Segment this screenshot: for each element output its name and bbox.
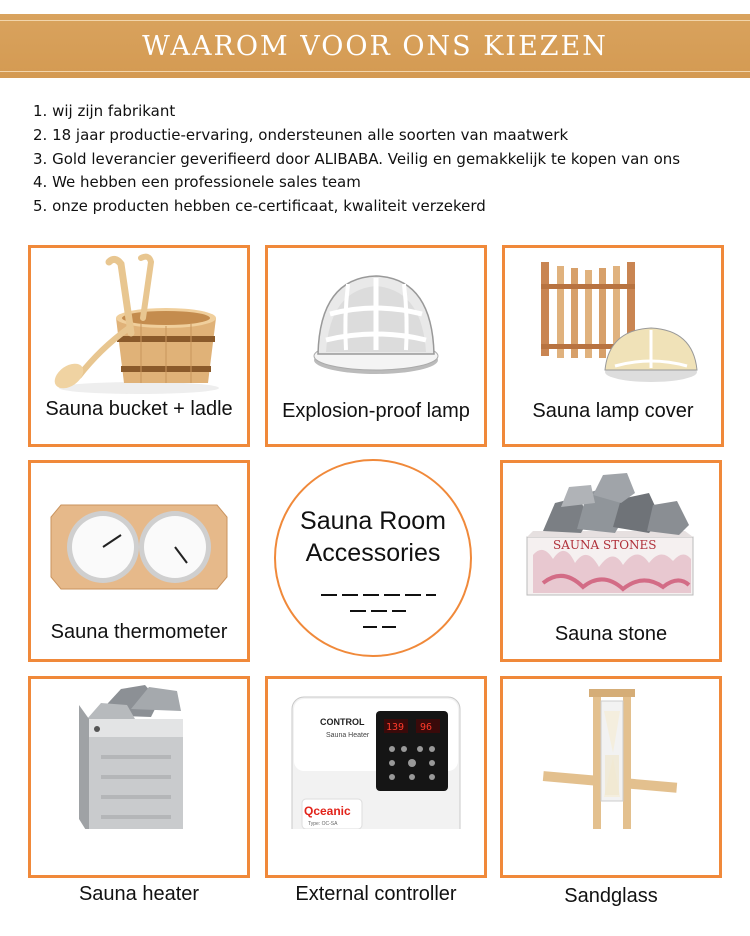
product-card-bucket bbox=[28, 245, 250, 447]
sandglass-icon bbox=[503, 679, 719, 829]
stone-box-text: SAUNA STONES bbox=[553, 538, 657, 552]
product-label: Sauna thermometer bbox=[50, 621, 228, 643]
controller-brand: Qceanic bbox=[304, 804, 351, 818]
controller-type: Type: OC-SA bbox=[308, 821, 338, 827]
dash bbox=[392, 610, 406, 612]
reason-item: 1. wij zijn fabrikant bbox=[33, 102, 176, 120]
controller-display-right: 96 bbox=[420, 722, 433, 733]
product-label: Sauna stone bbox=[554, 623, 668, 645]
product-label: Explosion-proof lamp bbox=[282, 400, 470, 422]
product-card-heater bbox=[28, 676, 250, 905]
product-card-thermometer bbox=[28, 460, 250, 662]
product-card-lamp-cover bbox=[502, 245, 724, 447]
product-label: Sauna bucket + ladle bbox=[45, 398, 233, 420]
product-card-controller bbox=[265, 676, 487, 905]
heater-icon bbox=[31, 679, 247, 829]
dash bbox=[321, 594, 337, 596]
reason-item: 3. Gold leverancier geverifieerd door ALIBABA. Veilig en gemakkelijk te kopen van ons bbox=[33, 149, 681, 168]
dash bbox=[342, 594, 358, 596]
product-card-stone bbox=[500, 460, 722, 662]
controller-panel-title: CONTROL bbox=[320, 717, 365, 727]
dash bbox=[350, 610, 366, 612]
controller-display-left: 139 bbox=[386, 722, 405, 733]
product-label: Sauna heater bbox=[78, 883, 200, 905]
controller-panel-subtitle: Sauna Heater bbox=[326, 732, 370, 739]
center-title-line1: Sauna Room bbox=[300, 507, 446, 535]
dash bbox=[405, 594, 421, 596]
product-label: Sauna lamp cover bbox=[532, 400, 694, 422]
header-bar bbox=[0, 14, 750, 78]
product-card-lamp bbox=[265, 245, 487, 447]
dash bbox=[382, 626, 396, 628]
center-circle bbox=[274, 459, 472, 657]
reason-item: 4. We hebben een professionele sales team bbox=[33, 173, 361, 192]
dash bbox=[363, 594, 379, 596]
stones-icon bbox=[503, 463, 719, 613]
controller-icon bbox=[268, 679, 484, 829]
product-label: Sandglass bbox=[564, 885, 658, 907]
dash bbox=[371, 610, 387, 612]
page-title: WAAROM VOOR ONS KIEZEN bbox=[142, 30, 608, 62]
reason-item: 5. onze producten hebben ce-certificaat, kwaliteit verzekerd bbox=[33, 197, 486, 216]
lamp-cover-icon bbox=[505, 248, 721, 398]
reasons-list bbox=[33, 100, 680, 219]
reason-item: 2. 18 jaar productie-ervaring, ondersteunen alle soorten van maatwerk bbox=[33, 125, 569, 144]
thermometer-icon bbox=[31, 463, 247, 613]
dash bbox=[426, 594, 436, 596]
dash bbox=[363, 626, 377, 628]
header-banner bbox=[0, 0, 750, 92]
lamp-icon bbox=[268, 248, 484, 398]
dash bbox=[384, 594, 400, 596]
product-card-sandglass bbox=[500, 676, 722, 907]
center-title-line2: Accessories bbox=[305, 539, 441, 567]
bucket-ladle-icon bbox=[31, 248, 247, 398]
product-label: External controller bbox=[295, 883, 457, 905]
